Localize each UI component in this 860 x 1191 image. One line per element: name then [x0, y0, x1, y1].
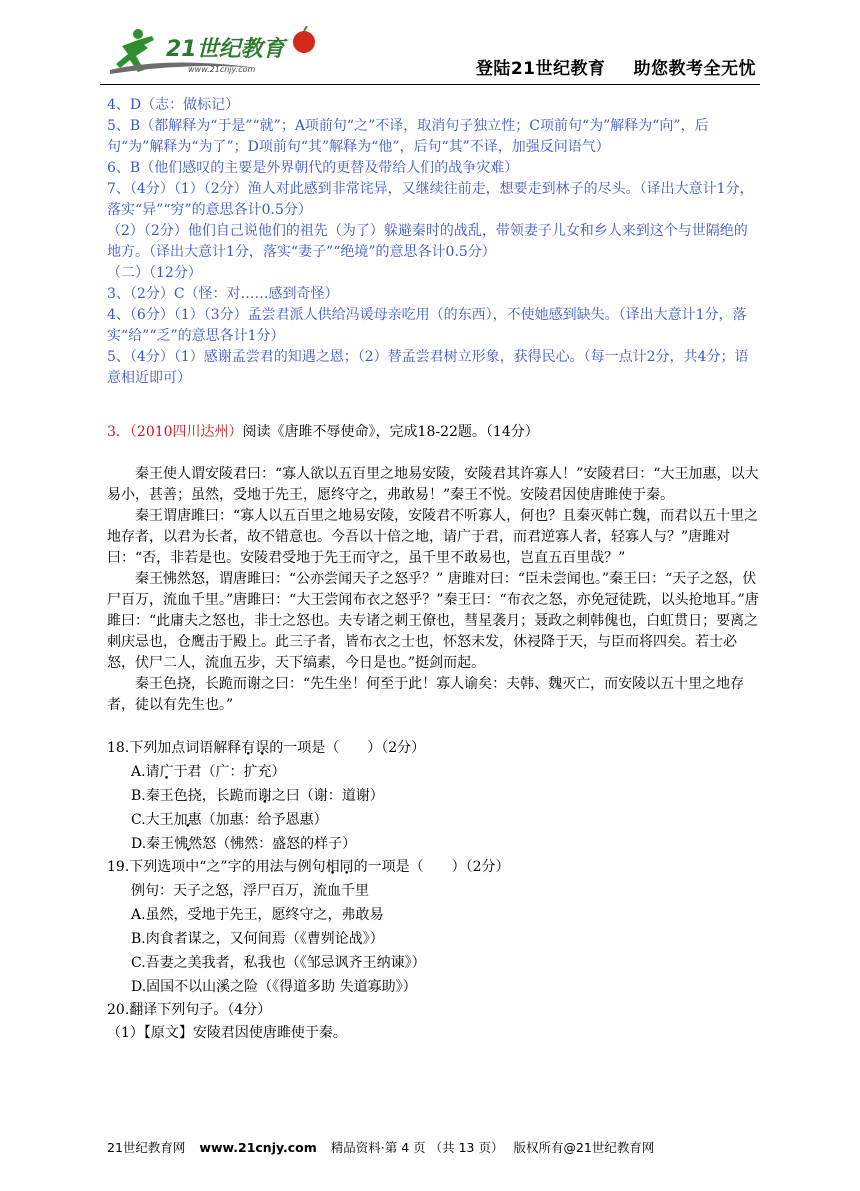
passage-paragraph: 秦王使人谓安陵君曰：“寡人欲以五百里之地易安陵，安陵君其许寡人！”安陵君曰：“大王加惠，以大易小，甚善；虽然，受地于先王，愿终守之，弗敢易！”秦王不悦。安陵君因使唐雎使于秦。: [107, 466, 759, 503]
passage-paragraph: 秦王色挠，长跪而谢之曰：“先生坐！何至于此！寡人谕矣：夫韩、魏灭亡，而安陵以五十里之地存者，徒以有先生也。”: [107, 676, 745, 713]
question-19-option-a: A.虽然，受地于先王，愿终守之，弗敢易: [131, 907, 384, 923]
apple-icon: [293, 31, 315, 53]
section-instruction: 阅读《唐雎不辱使命》，完成18-22题。（14分）: [242, 424, 539, 440]
answer-line: 7、（4分）（1）（2分）渔人对此感到非常诧异，又继续往前走，想要走到林子的尽头。（译出大意计1分，落实“异”“穷”的意思各计0.5分）: [107, 181, 754, 218]
question-18-option-b: B.秦王色挠，长跪而谢之曰（谢：道谢）: [131, 788, 384, 804]
header-slogan: [476, 54, 756, 79]
answer-line: （二）（12分）: [107, 265, 202, 281]
footer-site: www.21cnjy.com: [199, 1140, 317, 1155]
question-19-option-c: C.吾妻之美我者，私我也（《邹忌讽齐王纳谏》）: [131, 955, 426, 971]
page-content: [107, 95, 760, 1045]
answer-line: 4、D（志：做标记）: [107, 97, 240, 113]
question-18: 18.下列加点词语解释有误的一项是（ ）（2分）: [107, 740, 426, 756]
passage-paragraph: 秦王谓唐雎曰：“寡人以五百里之地易安陵，安陵君不听寡人，何也？且秦灭韩亡魏，而君以五十里之地存者，以君为长者，故不错意也。今吾以十倍之地，请广于君，而君逆寡人者，轻寡人与？”唐雎对曰：“否，非若是也。安陵君受地于先王而守之，虽千里不敢易也，岂直五百里哉？”: [107, 508, 759, 566]
logo-21cnjy: [108, 26, 318, 78]
answer-key: [107, 95, 760, 389]
logo-url: www.21cnjy.com: [188, 65, 256, 74]
question-20-item-1: （1）【原文】安陵君因使唐雎使于秦。: [107, 1025, 347, 1041]
section-source: （2010四川达州）: [129, 424, 243, 440]
footer-left: 21世纪教育网: [107, 1140, 186, 1155]
footer-page-info: 精品资料·第 4 页 （共 13 页）: [330, 1140, 504, 1155]
answer-line: （2）（2分）他们自己说他们的祖先（为了）躲避秦时的战乱，带领妻子儿女和乡人来到这个与世隔绝的地方。（译出大意计1分，落实“妻子”“绝境”的意思各计0.5分）: [107, 223, 748, 260]
logo-text: 21世纪教育: [166, 37, 285, 62]
page-footer: [107, 1138, 760, 1156]
answer-line: 5、（4分）（1）感谢孟尝君的知遇之恩；（2）替孟尝君树立形象，获得民心。（每一点计2分，共4分；语意相近即可）: [107, 349, 749, 386]
question-18-option-c: C.大王加惠（加惠：给予恩惠）: [131, 812, 328, 828]
question-18-option-a: A.请广于君（广：扩充）: [131, 764, 286, 780]
question-19: 19.下列选项中“之”字的用法与例句相同的一项是（ ）（2分）: [107, 859, 510, 875]
section-title: [107, 422, 760, 443]
answer-line: 3、（2分）C（怪：对……感到奇怪）: [107, 286, 339, 302]
question-19-option-d: D.固国不以山溪之险（《得道多助 失道寡助》）: [131, 979, 417, 995]
question-18-option-d: D.秦王怫然怒（怫然：盛怒的样子）: [131, 836, 357, 852]
answer-line: 5、B（都解释为“于是”“就”；A项前句“之”不译，取消句子独立性；C项前句“为”解释为“向”，后句“为”解释为“为了”；D项前句“其”解释为“他”，后句“其”不译，加强反问语气）: [107, 118, 709, 155]
reading-passage: [107, 464, 760, 716]
answer-line: 4、（6分）（1）（3分）孟尝君派人供给冯谖母亲吃用（的东西），不使她感到缺失。（译出大意计1分，落实“给”“乏”的意思各计1分）: [107, 307, 747, 344]
question-19-example: 例句：天子之怒，浮尸百万，流血千里: [131, 883, 369, 899]
page-header: [100, 20, 760, 85]
slogan: 助您教考全无忧: [633, 59, 756, 79]
footer-copyright: 版权所有@21世纪教育网: [513, 1140, 655, 1155]
site-login: 登陆21世纪教育: [475, 59, 606, 79]
questions: [107, 737, 760, 1045]
passage-paragraph: 秦王怫然怒，谓唐雎曰：“公亦尝闻天子之怒乎？” 唐雎对曰：“臣未尝闻也。”秦王曰：“天子之怒，伏尸百万，流血千里。”唐雎曰：“大王尝闻布衣之怒乎？”秦王曰：“布衣之怒，亦免冠徒跣，以头抢地耳。”唐雎曰：“此庸夫之怒也，非士之怒也。夫专诸之刺王僚也，彗星袭月；聂政之刺韩傀也，白虹贯日；要离之刺庆忌也，仓鹰击于殿上。此三子者，皆布衣之士也，怀怒未发，休祲降于天，与臣而将四矣。若士必怒，伏尸二人，流血五步，天下缟素，今日是也。”挺剑而起。: [107, 571, 759, 671]
question-19-option-b: B.肉食者谋之，又何间焉（《曹刿论战》）: [131, 931, 384, 947]
question-20: 20.翻译下列句子。（4分）: [107, 1002, 272, 1018]
answer-line: 6、B（他们感叹的主要是外界朝代的更替及带给人们的战争灾难）: [107, 160, 519, 176]
section-number: 3．: [107, 424, 130, 440]
